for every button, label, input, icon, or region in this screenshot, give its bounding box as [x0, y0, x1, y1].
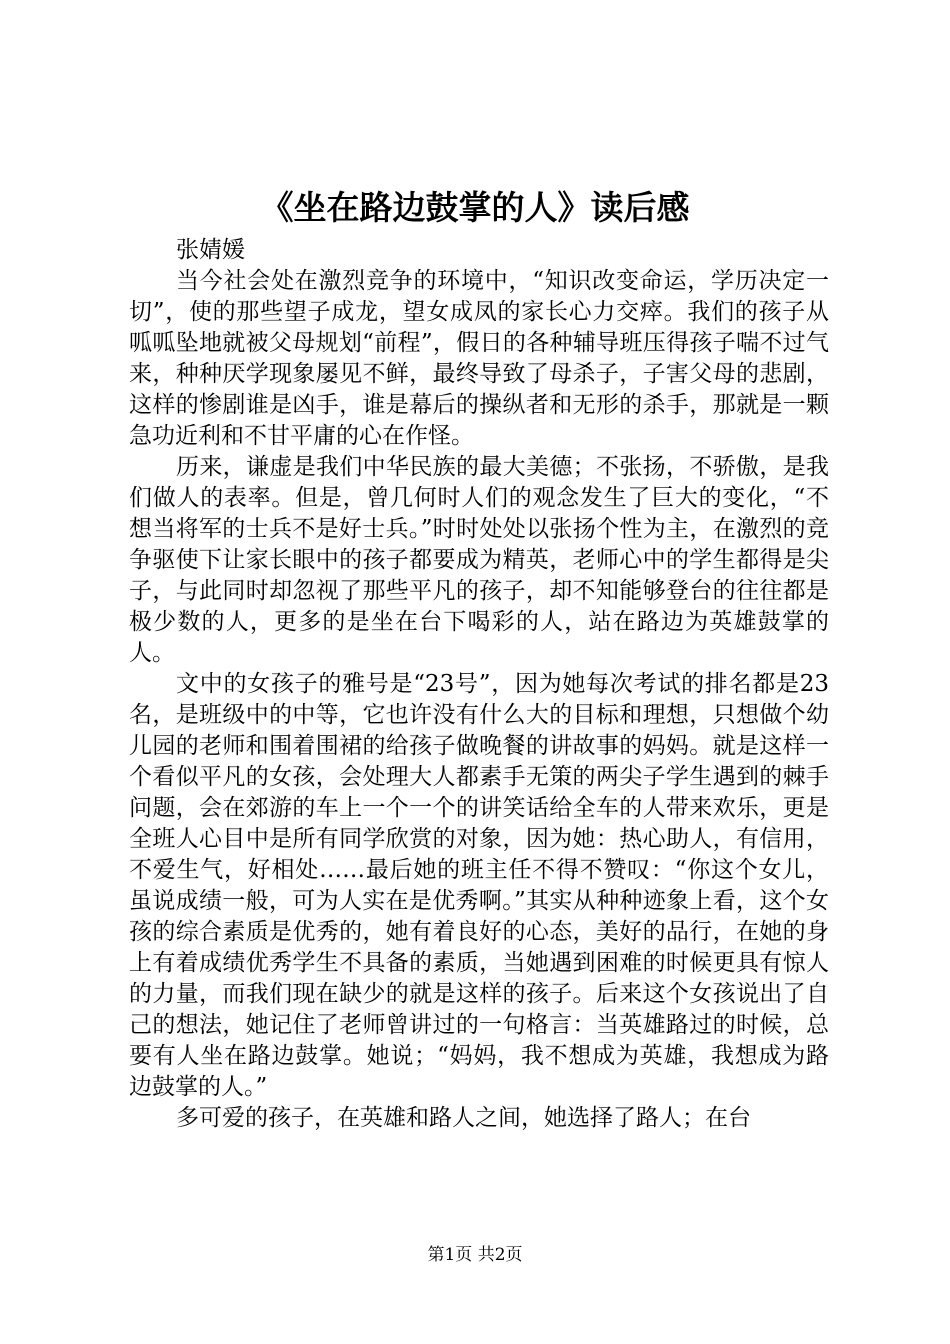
page-footer: 第1页 共2页: [427, 1245, 523, 1265]
paragraph-3: 文中的女孩子的雅号是“23号”，因为她每次考试的排名都是23名，是班级中的中等，它也许没有什么大的目标和理想，只想做个幼儿园的老师和围着围裙的给孩子做晚餐的讲故事的妈妈。就是这样一个看似平凡的女孩，会处理大人都素手无策的两尖子学生遇到的棘手问题，会在郊游的车上一个一个的讲笑话给全车的人带来欢乐，更是全班人心目中是所有同学欣赏的对象，因为她：热心助人，有信用，不爱生气，好相处……最后她的班主任不得不赞叹：“你这个女儿，虽说成绩一般，可为人实在是优秀啊。”其实从种种迹象上看，这个女孩的综合素质是优秀的，她有着良好的心态，美好的品行，在她的身上有着成绩优秀学生不具备的素质，当她遇到困难的时候更具有惊人的力量，而我们现在缺少的就是这样的孩子。后来这个女孩说出了自己的想法，她记住了老师曾讲过的一句格言：当英雄路过的时候，总要有人坐在路边鼓掌。她说；“妈妈，我不想成为英雄，我想成为路边鼓掌的人。”: [129, 671, 829, 1100]
paragraph-1: 当今社会处在激烈竞争的环境中，“知识改变命运，学历决定一切”，使的那些望子成龙，望女成凤的家长心力交瘁。我们的孩子从呱呱坠地就被父母规划“前程”，假日的各种辅导班压得孩子喘不过气来，种种厌学现象屡见不鲜，最终导致了母杀子，子害父母的悲剧，这样的惨剧谁是凶手，谁是幕后的操纵者和无形的杀手，那就是一颗急功近利和不甘平庸的心在作怪。: [129, 268, 829, 449]
paragraph-2: 历来，谦虚是我们中华民族的最大美德；不张扬，不骄傲，是我们做人的表率。但是，曾几何时人们的观念发生了巨大的变化，“不想当将军的士兵不是好士兵。”时时处处以张扬个性为主，在激烈的竞争驱使下让家长眼中的孩子都要成为精英，老师心中的学生都得是尖子，与此同时却忽视了那些平凡的孩子，却不知能够登台的往往都是极少数的人，更多的是坐在台下喝彩的人，站在路边为英雄鼓掌的人。: [129, 454, 829, 666]
author-name: 张婧媛: [176, 237, 245, 263]
document-body: [129, 235, 829, 1134]
paragraph-4: 多可爱的孩子，在英雄和路人之间，她选择了路人；在台: [176, 1105, 751, 1131]
document-title: 《坐在路边鼓掌的人》读后感: [260, 188, 690, 227]
